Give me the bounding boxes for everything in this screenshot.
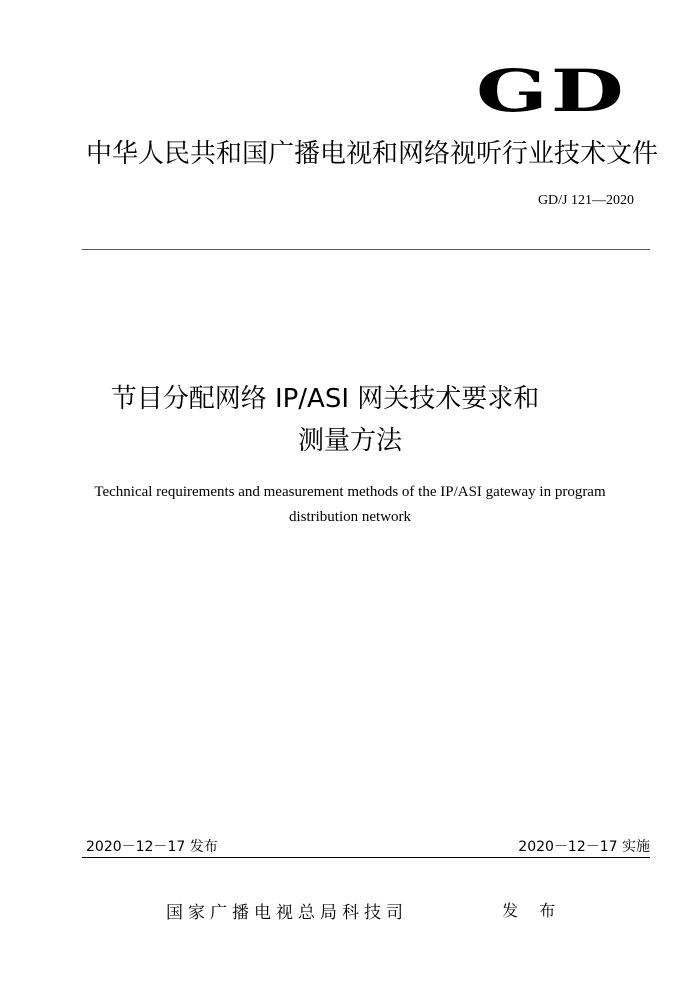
chinese-title-line-1: 节目分配网络 IP/ASI 网关技术要求和 bbox=[110, 384, 540, 414]
issue-label: 发 布 bbox=[502, 901, 564, 920]
release-date: 2020－12－17 发布 bbox=[86, 839, 218, 855]
gd-logo: GD bbox=[476, 57, 627, 125]
english-title-line-2: distribution network bbox=[288, 509, 412, 525]
footer-divider bbox=[82, 857, 650, 858]
english-title bbox=[0, 480, 700, 530]
chinese-title bbox=[0, 378, 700, 462]
chinese-title-line-2: 测量方法 bbox=[297, 426, 402, 456]
issuing-authority: 国家广播电视总局科技司 bbox=[166, 903, 408, 923]
header-divider bbox=[82, 249, 650, 250]
implementation-date: 2020－12－17 实施 bbox=[518, 839, 650, 855]
standard-number: GD/J 121—2020 bbox=[537, 193, 634, 208]
document-category-title: 中华人民共和国广播电视和网络视听行业技术文件 bbox=[86, 139, 659, 169]
english-title-line-1: Technical requirements and measurement methods of the IP/ASI gateway in program bbox=[94, 484, 606, 500]
